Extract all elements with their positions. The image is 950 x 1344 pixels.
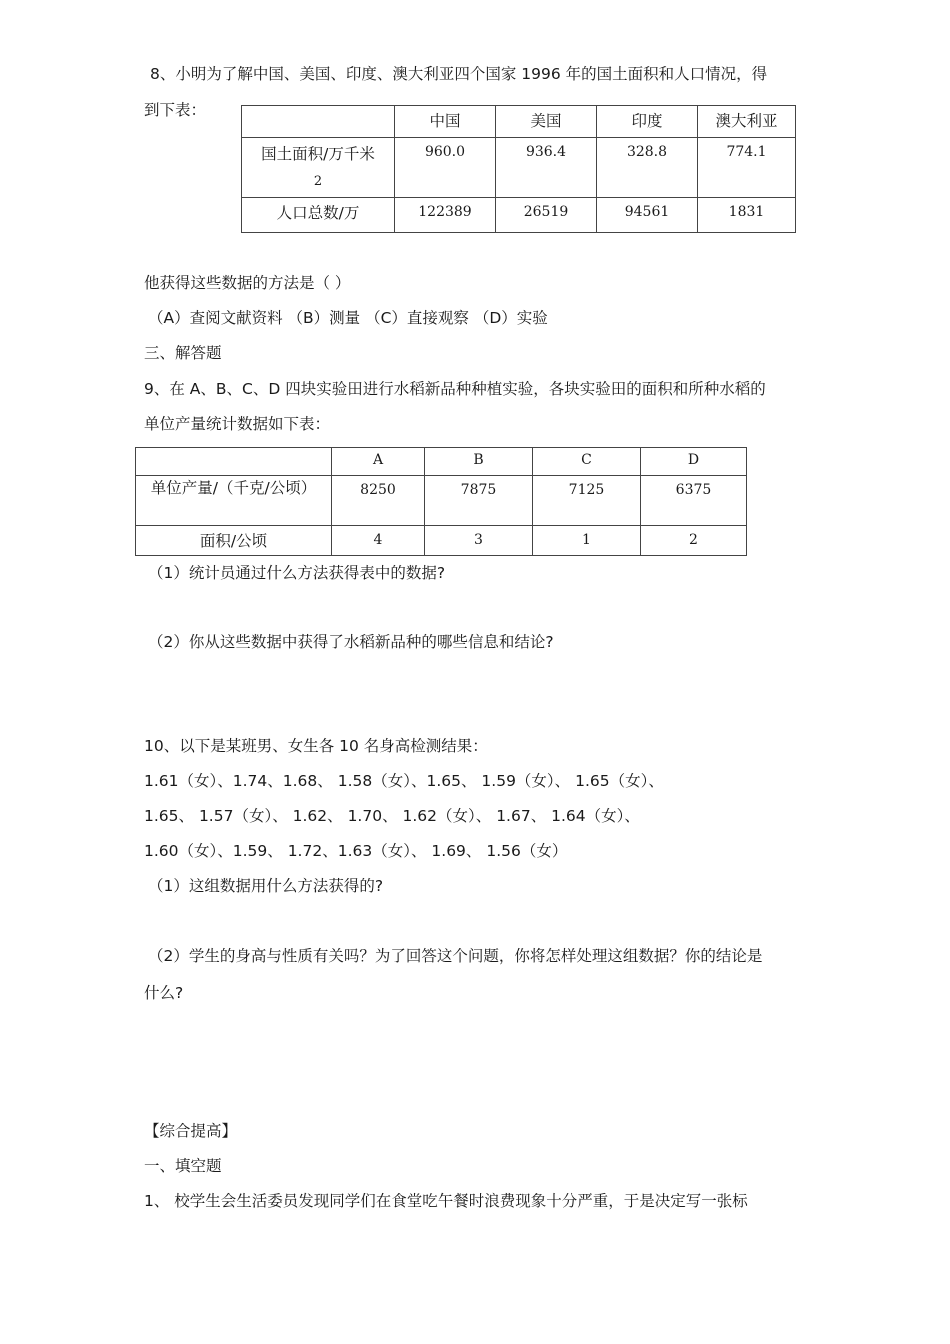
q10-data-line3: 1.60（女）、1.59、 1.72、1.63（女）、 1.69、 1.56（女） — [144, 842, 568, 860]
q9-sub1: （1）统计员通过什么方法获得表中的数据? — [148, 564, 446, 582]
q10-data-line1: 1.61（女）、1.74、1.68、 1.58（女）、1.65、 1.59（女）、 1.65（女）、 — [144, 772, 664, 790]
row-label-cell: 人口总数/万 — [242, 198, 395, 233]
table-row — [242, 198, 796, 233]
table-header-cell: D — [641, 448, 747, 476]
table-cell: 7125 — [533, 476, 641, 526]
table-cell: 3 — [425, 526, 533, 556]
table-cell: 6375 — [641, 476, 747, 526]
table-cell: 4 — [332, 526, 425, 556]
table-row — [242, 106, 796, 138]
table-cell: 960.0 — [395, 138, 496, 198]
q9-sub2: （2）你从这些数据中获得了水稻新品种的哪些信息和结论? — [148, 633, 554, 651]
table-row — [242, 138, 796, 198]
row-label: 国土面积/万千米 — [261, 145, 375, 163]
table-cell: 8250 — [332, 476, 425, 526]
table-header-cell: A — [332, 448, 425, 476]
table-header-cell: 澳大利亚 — [698, 106, 796, 138]
table-cell: 328.8 — [597, 138, 698, 198]
q10-sub1: （1）这组数据用什么方法获得的? — [148, 877, 384, 895]
q10-sub2-line2: 什么? — [144, 984, 184, 1002]
table-row — [136, 476, 747, 526]
comprehensive-q1: 1、 校学生会生活委员发现同学们在食堂吃午餐时浪费现象十分严重，于是决定写一张标 — [144, 1192, 748, 1210]
q10-sub2-line1: （2）学生的身高与性质有关吗？为了回答这个问题，你将怎样处理这组数据？你的结论是 — [148, 947, 763, 965]
q8-line2: 到下表： — [144, 101, 207, 119]
q9-line1: 9、在 A、B、C、D 四块实验田进行水稻新品种种植实验，各块实验田的面积和所种水稻的 — [144, 380, 766, 398]
table-row — [136, 448, 747, 476]
comprehensive-title: 【综合提高】 — [144, 1122, 238, 1140]
table-cell: 1831 — [698, 198, 796, 233]
q8-options: （A）查阅文献资料 （B）测量 （C）直接观察 （D）实验 — [148, 309, 548, 327]
q9-table — [135, 447, 747, 556]
table-cell: 936.4 — [496, 138, 597, 198]
q8-question: 他获得这些数据的方法是（ ） — [144, 274, 351, 292]
row-label-superscript: 2 — [313, 174, 323, 189]
q8-table — [241, 105, 796, 233]
table-cell: 94561 — [597, 198, 698, 233]
q9-line2: 单位产量统计数据如下表： — [144, 415, 331, 433]
row-label-cell — [242, 138, 395, 198]
table-header-cell — [136, 448, 332, 476]
table-cell: 7875 — [425, 476, 533, 526]
q10-intro: 10、以下是某班男、女生各 10 名身高检测结果： — [144, 737, 488, 755]
fill-blank-heading: 一、填空题 — [144, 1157, 222, 1175]
table-header-cell: 印度 — [597, 106, 698, 138]
table-header-cell — [242, 106, 395, 138]
row-label-cell: 单位产量/（千克/公顷） — [136, 476, 332, 526]
table-header-cell: B — [425, 448, 533, 476]
table-row — [136, 526, 747, 556]
table-cell: 1 — [533, 526, 641, 556]
table-header-cell: C — [533, 448, 641, 476]
table-header-cell: 美国 — [496, 106, 597, 138]
q10-data-line2: 1.65、 1.57（女）、 1.62、 1.70、 1.62（女）、 1.67、 1.64（女）、 — [144, 807, 640, 825]
section-heading: 三、解答题 — [144, 344, 222, 362]
q8-line1: 8、小明为了解中国、美国、印度、澳大利亚四个国家 1996 年的国土面积和人口情况，得 — [150, 65, 768, 83]
table-cell: 2 — [641, 526, 747, 556]
table-cell: 774.1 — [698, 138, 796, 198]
row-label-cell: 面积/公顷 — [136, 526, 332, 556]
table-cell: 26519 — [496, 198, 597, 233]
table-cell: 122389 — [395, 198, 496, 233]
table-header-cell: 中国 — [395, 106, 496, 138]
